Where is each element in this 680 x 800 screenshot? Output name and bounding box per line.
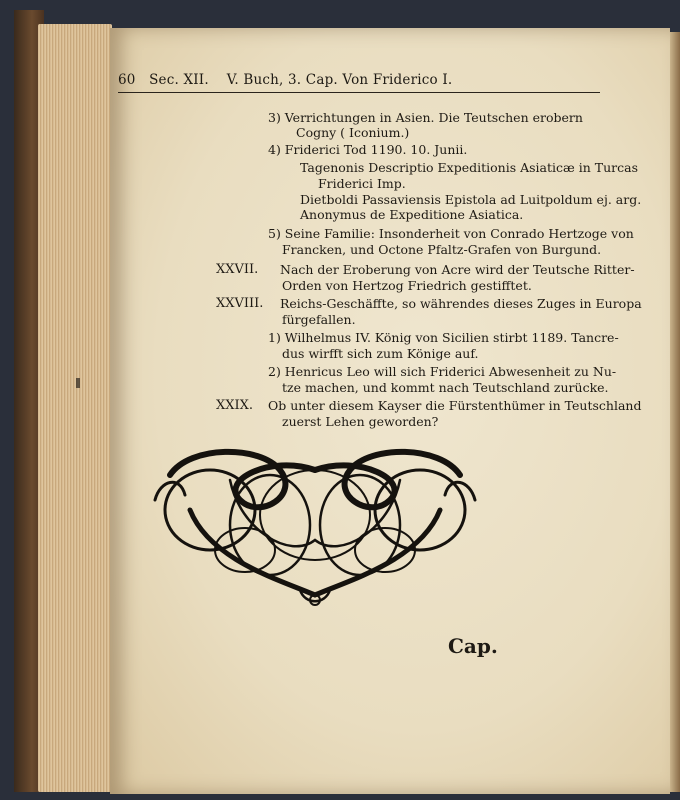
toc-line: Reichs-Geschäffte, so währendes dieses Zuges in Europa [280,296,642,311]
toc-line: Ob unter diesem Kayser die Fürstenthümer in Teutschland [268,398,642,413]
toc-line: dus wirfft sich zum Könige auf. [282,346,479,361]
toc-line: Dietboldi Passaviensis Epistola ad Luitpoldum ej. arg. [300,192,642,207]
toc-line: Anonymus de Expeditione Asiatica. [300,207,524,222]
toc-line: Orden von Hertzog Friedrich gestifftet. [282,278,532,293]
toc-line: 2) Henricus Leo will sich Friderici Abwesenheit zu Nu- [268,364,617,379]
catchword: Cap. [448,634,498,658]
running-header [118,72,452,88]
ink-stain [76,378,80,388]
toc-line: 3) Verrichtungen in Asien. Die Teutschen erobern [268,110,583,125]
toc-line: fürgefallen. [282,312,356,327]
toc-line: tze machen, und kommt nach Teutschland zurücke. [282,380,609,395]
toc-line: Francken, und Octone Pfaltz-Grafen von Burgund. [282,242,602,257]
toc-line: 4) Friderici Tod 1190. 10. Junii. [268,142,468,157]
toc-line: 1) Wilhelmus IV. König von Sicilien stirbt 1189. Tancre- [268,330,619,345]
page-number: 60 [118,72,136,88]
toc-line: zuerst Lehen geworden? [282,414,439,429]
section-number: XXVII. [216,262,259,277]
header-rule [118,92,600,93]
toc-line: Tagenonis Descriptio Expeditionis Asiaticæ in Turcas [300,160,639,175]
page-edges [38,24,112,792]
page-right-edge [670,32,680,792]
section-number: XXVIII. [216,296,264,311]
toc-line: Nach der Eroberung von Acre wird der Teutsche Ritter- [280,262,635,277]
toc-line: Friderici Imp. [318,176,406,191]
section-label: Sec. XII. [149,72,209,88]
section-number: XXIX. [216,398,254,413]
toc-line: Cogny ( Iconium.) [296,125,410,140]
toc-line: 5) Seine Familie: Insonderheit von Conrado Hertzoge von [268,226,634,241]
chapter-title: V. Buch, 3. Cap. Von Friderico I. [226,72,453,88]
calligraphic-ornament [150,440,480,610]
